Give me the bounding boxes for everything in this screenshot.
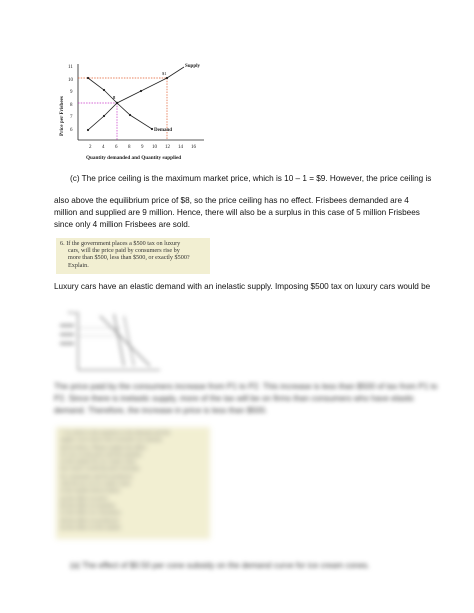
blurred-question-line: shown below. Please explain the effect [60, 444, 147, 451]
y-tick-11: 11 [68, 65, 73, 70]
supply-line [88, 67, 184, 130]
blurred-question-line: on the market for ice cream cones [60, 459, 136, 466]
y-tick-9: 9 [70, 90, 73, 95]
y-tick-8: 8 [70, 103, 73, 108]
blurred-question-line: for consumers and for producers [60, 473, 133, 480]
blurred-question-line: in the market shown below [60, 488, 121, 495]
blurred-question-line: with the tax on ice cream cones [60, 481, 131, 488]
demand-label: Demand [154, 128, 173, 133]
blurred-question-line: of a tax on the price and the quantity [60, 451, 143, 458]
blurred-para-line-3: demand. Therefore, the increase in price is less than $500. [54, 406, 268, 415]
point-top-label: $1 [162, 71, 167, 76]
supply-label: Supply [185, 64, 201, 69]
x-tick-6: 6 [115, 145, 118, 150]
equilibrium-label: 8 [113, 95, 116, 100]
answer-6-line-1: Luxury cars have an elastic demand with an inelastic supply. Imposing $500 tax on luxury cars would be [54, 282, 431, 291]
y-tick-6: 6 [70, 128, 73, 133]
blurred-answer-a: (a) The effect of $0.50 per cone subsidy on the demand curve for ice cream cones. [70, 561, 370, 570]
answer-c-line-2: also above the equilibrium price of $8, so the price ceiling has no effect. Frisbees demanded are 4 [54, 196, 409, 205]
blurred-question-line: (e) the effect on the market [60, 524, 121, 531]
question-6-box [56, 238, 210, 274]
question-6-line-4: Explain. [68, 261, 89, 269]
question-6-line-2: cars, will the price paid by consumers rise by [68, 247, 180, 255]
blurred-para-line-1: The price paid by the consumers increase from P1 to P2. This increase is less than $500 of tax from P1 to [54, 382, 438, 391]
x-tick-12: 12 [165, 145, 170, 150]
y-tick-10: 10 [68, 78, 73, 83]
blurred-question-box [56, 427, 210, 539]
answer-c-line-1: (c) The price ceiling is the maximum market price, which is 10 – 1 = $9. However, the price ceiling is [70, 174, 432, 183]
blurred-question-line: (b) the effect on quantity [60, 502, 116, 509]
x-tick-10: 10 [152, 145, 157, 150]
x-axis-label: Quantity demanded and Quantity supplied [86, 155, 182, 161]
x-tick-16: 16 [191, 145, 196, 150]
question-6-line-1: 6. If the government places a $500 tax on luxury [60, 240, 181, 247]
blurred-question-line: (c) the effect on consumers [60, 510, 121, 517]
blurred-question-line: supply curve shows the economic tax amount [60, 437, 162, 444]
y-axis-label: Price per Frisbees [59, 96, 65, 136]
answer-c-line-4: since only 4 million Frisbees are sold. [54, 220, 191, 229]
x-tick-8: 8 [128, 145, 131, 150]
x-tick-14: 14 [178, 145, 183, 150]
blurred-para-line-2: P2. Since there is inelastic supply, more of the tax will be on firms than consumers who have elastic [54, 394, 415, 403]
blurred-question-line: (d) the effect on producers [60, 517, 120, 524]
blurred-question-line: how much would the price increase [60, 466, 140, 473]
blurred-question-line: 7. In which is the equation in the demand and the [60, 430, 171, 436]
frisbee-supply-demand-chart [54, 58, 224, 170]
y-tick-7: 7 [70, 115, 73, 120]
question-6-line-3: more than $500, less than $500, or exactly $500? [68, 254, 190, 262]
blurred-question-line: (a) the effect on price [60, 495, 109, 502]
blurred-tax-chart [56, 306, 166, 374]
x-tick-2: 2 [89, 145, 92, 150]
x-tick-4: 4 [102, 145, 105, 150]
blurred-chart-axis-label: Price [68, 310, 78, 315]
x-tick-9: 9 [141, 145, 144, 150]
answer-c-line-3: million and supplied are 9 million. Hence, there will also be a surplus in this case of 5 million Frisbees [54, 208, 420, 217]
